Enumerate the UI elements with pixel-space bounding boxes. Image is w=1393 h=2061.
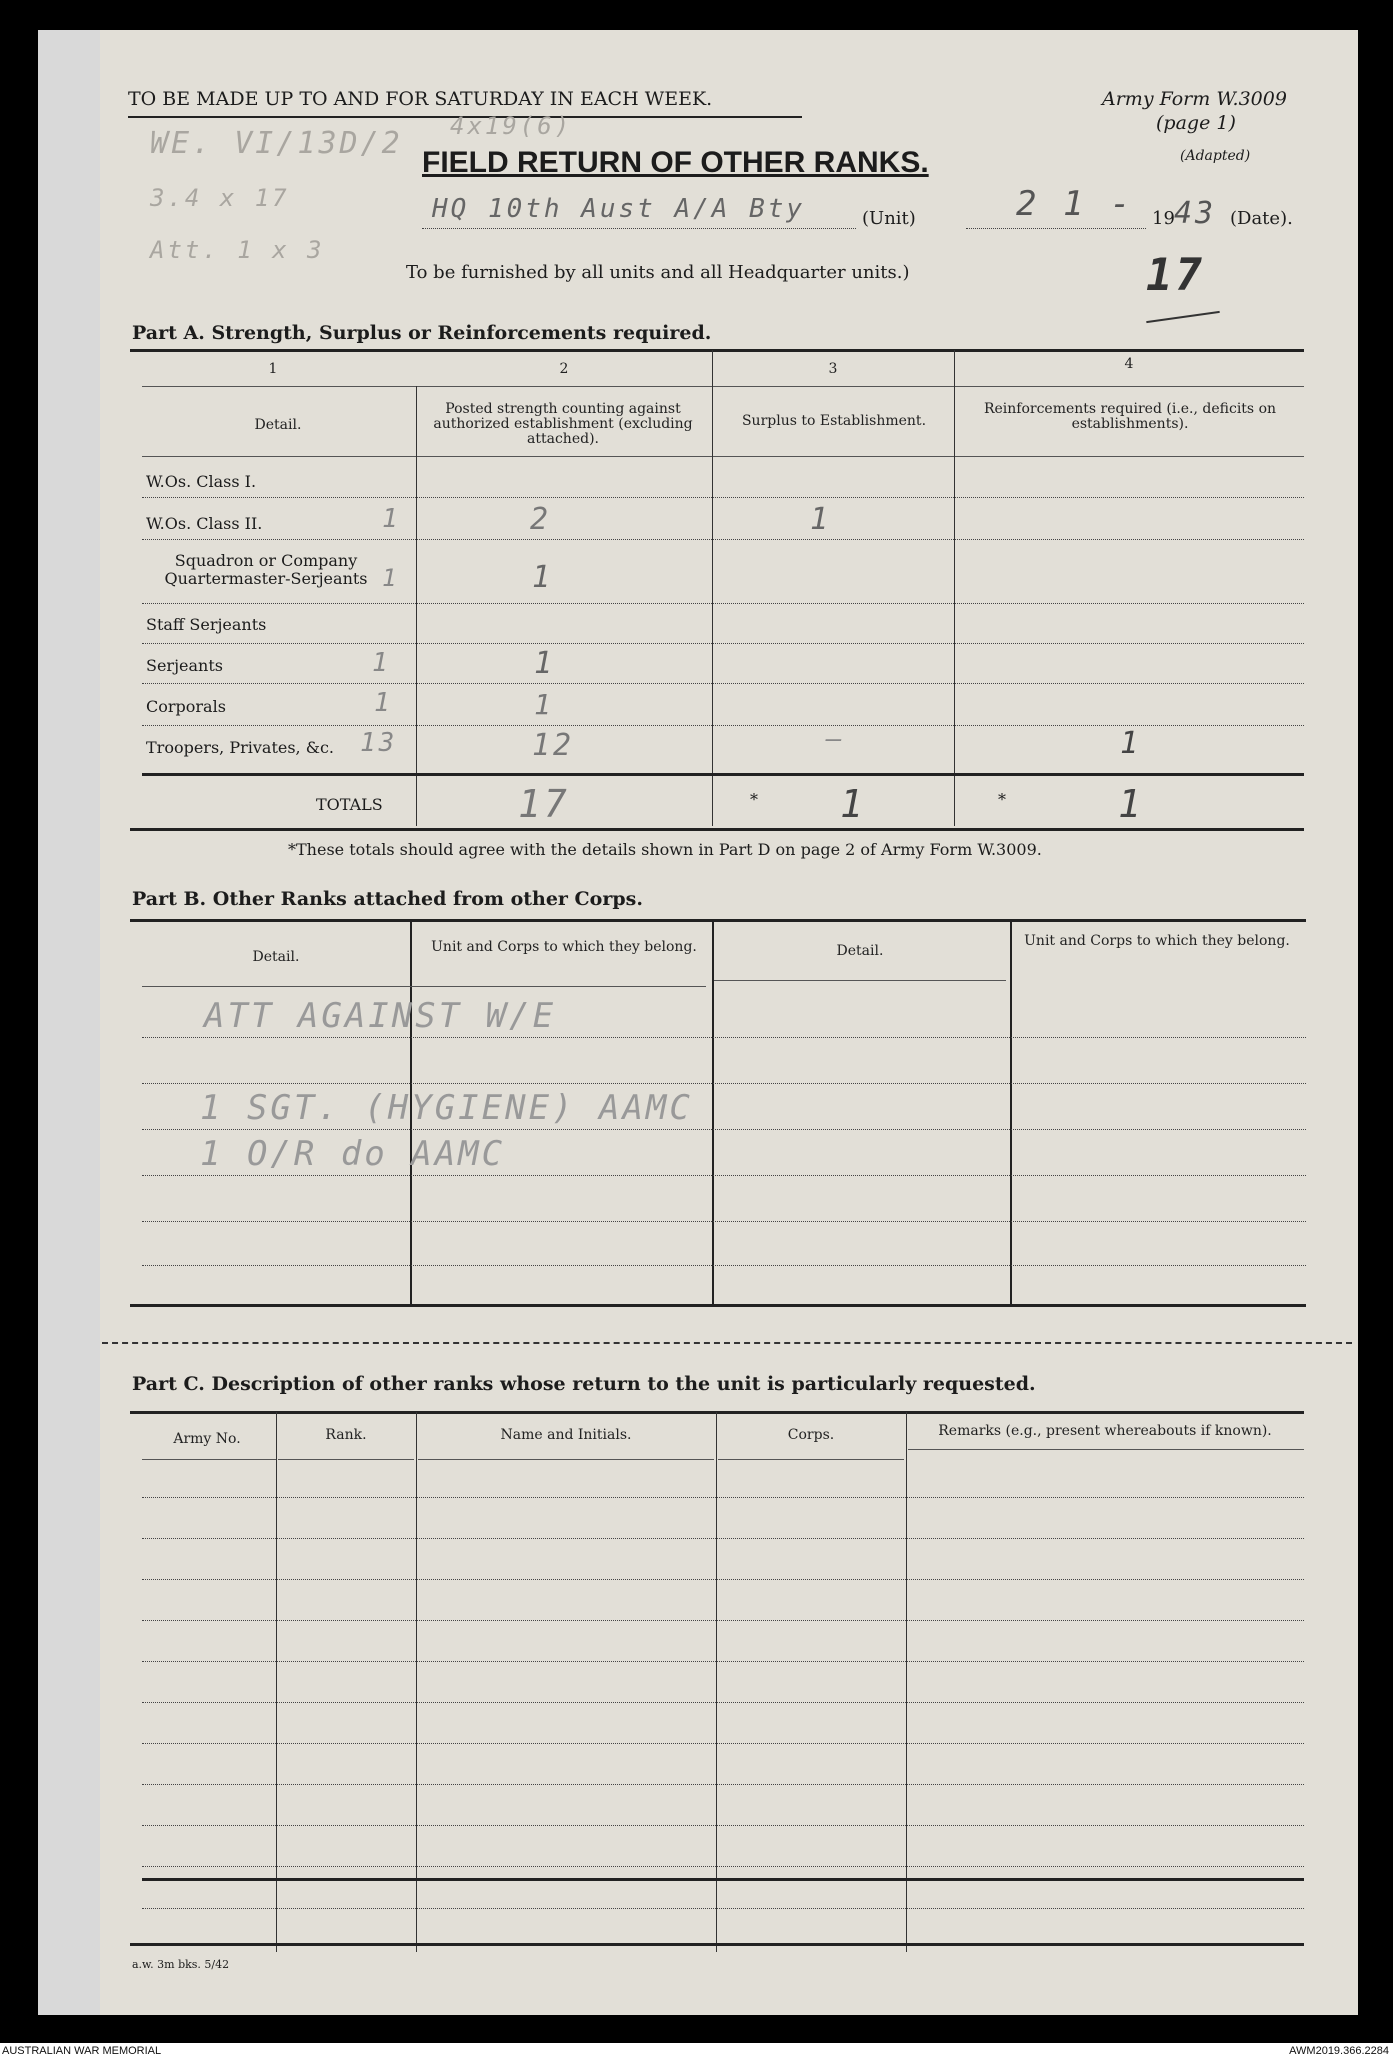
date-label: (Date). <box>1230 208 1293 229</box>
part-a-title: Part A. Strength, Surplus or Reinforcements required. <box>132 322 712 344</box>
part-c-divider-3 <box>716 1412 717 1952</box>
part-c-header-rank: Rank. <box>325 1427 367 1443</box>
row-label-wo-class-1: W.Os. Class I. <box>146 472 257 491</box>
totals-label: TOTALS <box>316 795 383 814</box>
col-number-3: 3 <box>828 361 838 377</box>
part-b-entry-3: 1 O/R do AAMC <box>200 1134 506 1174</box>
totals-top-rule <box>142 773 1304 776</box>
part-c-header-army-no: Army No. <box>173 1431 241 1447</box>
handwritten-we-reference-2: 4x19(6) <box>450 112 573 140</box>
part-c-rule-1 <box>142 1497 1304 1498</box>
part-c-rule-11 <box>142 1908 1304 1909</box>
furnished-note: To be furnished by all units and all Headquarter units.) <box>406 262 910 283</box>
row-posted-wo-class-2: 2 <box>530 502 552 537</box>
header-rule <box>142 456 1304 457</box>
part-c-divider-1 <box>276 1412 277 1952</box>
part-c-bottom-rule <box>130 1943 1304 1946</box>
part-c-divider-2 <box>416 1412 417 1952</box>
totals-reinf: 1 <box>1118 782 1144 826</box>
part-b-bottom-rule <box>130 1304 1306 1307</box>
part-a-divider-2 <box>712 350 713 826</box>
printer-imprint: a.w. 3m bks. 5/42 <box>132 1958 230 1971</box>
archive-id: AWM2019.366.2284 <box>1289 2045 1389 2057</box>
part-c-rule-3 <box>142 1579 1304 1580</box>
part-b-header-unit-1: Unit and Corps to which they belong. <box>431 939 697 955</box>
col-number-2: 2 <box>559 361 569 377</box>
row-label-corporals: Corporals <box>146 697 226 716</box>
unit-label: (Unit) <box>862 208 916 229</box>
archive-bar <box>0 2043 1393 2061</box>
form-title: FIELD RETURN OF OTHER RANKS. <box>422 146 929 179</box>
part-b-rule-5 <box>142 1221 1306 1222</box>
number-row-rule <box>142 386 1304 387</box>
part-c-divider-4 <box>906 1412 907 1952</box>
year-prefix: 19 <box>1152 208 1175 229</box>
part-b-header-detail-1: Detail. <box>252 949 300 965</box>
part-c-rule-2 <box>142 1538 1304 1539</box>
part-c-rule-8 <box>142 1784 1304 1785</box>
handwritten-line-2: 3.4 x 17 <box>150 184 290 212</box>
part-b-header-unit-2: Unit and Corps to which they belong. <box>1024 933 1290 949</box>
part-b-entry-1: ATT AGAINST W/E <box>204 996 557 1036</box>
row-reinf-troopers: 1 <box>1120 726 1142 761</box>
handwritten-we-reference: WE. VI/13D/2 <box>150 126 403 161</box>
part-b-header-rule-right <box>714 980 1006 981</box>
archive-name: AUSTRALIAN WAR MEMORIAL <box>2 2045 162 2057</box>
row-est-corporals: 1 <box>374 688 393 718</box>
header-surplus: Surplus to Establishment. <box>741 413 927 429</box>
handwritten-unit: HQ 10th Aust A/A Bty <box>432 194 806 224</box>
row-est-wo-class-2: 1 <box>382 504 401 534</box>
handwritten-date: 2 1 - <box>1016 184 1134 224</box>
col-number-4: 4 <box>1124 356 1134 372</box>
part-a-top-rule <box>130 349 1304 352</box>
row-label-cqms: Squadron or Company Quartermaster-Serjeants <box>164 551 368 588</box>
part-b-rule-2 <box>142 1083 1306 1084</box>
part-c-header-name: Name and Initials. <box>500 1427 632 1443</box>
header-detail: Detail. <box>254 417 302 433</box>
totals-surplus-asterisk: * <box>750 790 758 809</box>
form-number: Army Form W.3009 <box>1102 88 1287 110</box>
totals-posted: 17 <box>518 782 570 826</box>
part-b-divider-3 <box>1010 920 1012 1304</box>
part-c-header-remarks: Remarks (e.g., present whereabouts if known). <box>938 1423 1272 1439</box>
adapted-note: (Adapted) <box>1180 148 1251 164</box>
part-c-header-rule-1 <box>142 1459 276 1460</box>
unit-dotted-line <box>422 228 856 229</box>
part-a-bottom-rule <box>130 828 1304 831</box>
page-number: (page 1) <box>1156 112 1236 134</box>
part-b-entry-2: 1 SGT. (HYGIENE) AAMC <box>200 1088 693 1128</box>
row-rule-1 <box>142 497 1304 498</box>
date-dotted-line <box>966 228 1146 229</box>
part-c-rule-4 <box>142 1620 1304 1621</box>
row-est-serjeants: 1 <box>372 648 391 678</box>
totals-footnote: *These totals should agree with the details shown in Part D on page 2 of Army Form W.3009. <box>288 840 1042 859</box>
part-c-header-corps: Corps. <box>787 1427 835 1443</box>
part-c-rule-6 <box>142 1702 1304 1703</box>
part-b-divider-2 <box>712 920 714 1304</box>
row-label-staff-serjeants: Staff Serjeants <box>146 615 267 634</box>
totals-surplus: 1 <box>840 782 866 826</box>
part-b-header-rule-left <box>142 986 706 987</box>
part-b-rule-6 <box>142 1265 1306 1266</box>
handwritten-total-mark: 17 <box>1146 250 1205 301</box>
part-c-double-rule <box>142 1878 1304 1881</box>
totals-reinf-asterisk: * <box>998 790 1006 809</box>
row-posted-troopers: 12 <box>532 728 575 763</box>
part-c-header-rule-3 <box>418 1459 714 1460</box>
part-b-header-detail-2: Detail. <box>836 943 884 959</box>
part-b-rule-3 <box>142 1129 1306 1130</box>
header-posted: Posted strength counting against authorized establishment (excluding attached). <box>433 401 693 447</box>
row-rule-2 <box>142 539 1304 540</box>
row-rule-5 <box>142 683 1304 684</box>
row-posted-serjeants: 1 <box>534 646 556 681</box>
row-label-wo-class-2: W.Os. Class II. <box>146 514 263 533</box>
row-est-cqms: 1 <box>382 564 400 592</box>
row-est-troopers: 13 <box>360 728 398 758</box>
handwritten-year: 43 <box>1174 196 1217 231</box>
part-c-header-rule-4 <box>718 1459 904 1460</box>
handwritten-line-3: Att. 1 x 3 <box>150 236 325 264</box>
part-c-rule-10 <box>142 1866 1304 1867</box>
weekly-instruction: TO BE MADE UP TO AND FOR SATURDAY IN EACH WEEK. <box>128 88 713 110</box>
part-c-rule-9 <box>142 1825 1304 1826</box>
part-c-header-rule-5 <box>908 1449 1304 1450</box>
row-surplus-troopers: — <box>826 724 845 754</box>
part-b-top-rule <box>130 919 1306 922</box>
part-c-rule-5 <box>142 1661 1304 1662</box>
row-posted-corporals: 1 <box>534 688 554 721</box>
part-c-rule-7 <box>142 1743 1304 1744</box>
row-label-serjeants: Serjeants <box>146 656 223 675</box>
col-number-1: 1 <box>268 361 278 377</box>
part-c-header-rule-2 <box>278 1459 414 1460</box>
part-b-rule-1 <box>142 1037 1306 1038</box>
part-b-rule-4 <box>142 1175 1306 1176</box>
part-c-top-rule <box>130 1411 1304 1414</box>
row-rule-4 <box>142 643 1304 644</box>
row-surplus-wo-class-2: 1 <box>810 502 832 537</box>
part-a-divider-1 <box>416 386 417 826</box>
part-c-title: Part C. Description of other ranks whose return to the unit is particularly requested. <box>132 1373 1036 1395</box>
left-margin-strip <box>38 30 100 2015</box>
part-b-title: Part B. Other Ranks attached from other Corps. <box>132 888 643 910</box>
perforation-line <box>102 1342 1352 1344</box>
row-rule-3 <box>142 603 1304 604</box>
part-a-divider-3 <box>954 350 955 826</box>
row-posted-cqms: 1 <box>532 560 554 595</box>
header-reinforcements: Reinforcements required (i.e., deficits on establishments). <box>983 401 1277 432</box>
row-label-troopers: Troopers, Privates, &c. <box>146 738 335 757</box>
